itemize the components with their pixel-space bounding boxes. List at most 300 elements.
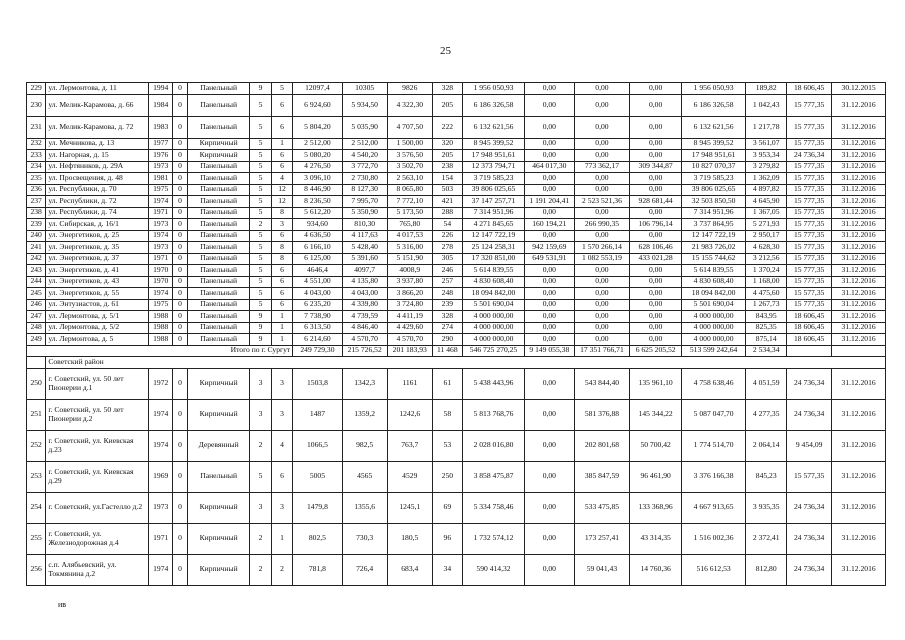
- table-cell: 1975: [149, 184, 173, 196]
- table-cell: 0: [173, 492, 188, 523]
- table-cell: 8 446,90: [293, 184, 342, 196]
- table-cell: 229: [27, 83, 46, 95]
- table-cell: 31.12.2016: [832, 253, 886, 265]
- address-cell: ул. Сибирская, д. 16/1: [46, 219, 149, 231]
- table-cell: 812,80: [746, 554, 787, 585]
- table-cell: 0,00: [574, 173, 630, 185]
- table-cell: 18 606,45: [787, 334, 832, 346]
- table-cell: 15 777,35: [787, 94, 832, 116]
- table-cell: 5: [250, 242, 271, 254]
- table-cell: 4 135,80: [342, 276, 387, 288]
- table-cell: 4 117,63: [342, 230, 387, 242]
- table-cell: 730,3: [342, 523, 387, 554]
- table-row: [27, 207, 886, 219]
- table-cell: 4 276,50: [293, 161, 342, 173]
- table-cell: 31.12.2016: [832, 430, 886, 461]
- table-cell: 15 777,35: [787, 161, 832, 173]
- empty-cell: [27, 357, 46, 369]
- table-row: [27, 322, 886, 334]
- table-cell: 226: [432, 230, 462, 242]
- table-cell: 0: [173, 265, 188, 277]
- table-cell: 5: [250, 288, 271, 300]
- table-cell: 4 570,70: [342, 334, 387, 346]
- table-cell: 32 503 850,50: [681, 196, 745, 208]
- table-cell: 17 948 951,61: [462, 150, 524, 162]
- table-row: [27, 150, 886, 162]
- table-cell: 4 000 000,00: [681, 334, 745, 346]
- table-cell: 15 155 744,62: [681, 253, 745, 265]
- table-cell: 0,00: [630, 150, 682, 162]
- table-cell: 37 147 257,71: [462, 196, 524, 208]
- table-cell: 1 082 553,19: [574, 253, 630, 265]
- table-cell: 7 995,70: [342, 196, 387, 208]
- table-cell: 6: [271, 230, 292, 242]
- table-row: [27, 94, 886, 116]
- table-cell: 8: [271, 207, 292, 219]
- table-cell: 0,00: [630, 288, 682, 300]
- table-cell: 3 719 585,23: [681, 173, 745, 185]
- table-cell: Панельный: [188, 253, 250, 265]
- table-cell: 7 738,90: [293, 311, 342, 323]
- table-cell: 4 000 000,00: [681, 322, 745, 334]
- table-cell: 31.12.2016: [832, 150, 886, 162]
- table-cell: 24 736,34: [787, 523, 832, 554]
- table-cell: 5 173,50: [387, 207, 432, 219]
- table-cell: 4 339,80: [342, 299, 387, 311]
- table-cell: 5005: [293, 461, 342, 492]
- table-cell: 0,00: [574, 299, 630, 311]
- table-cell: 5 501 690,04: [462, 299, 524, 311]
- table-row: [27, 196, 886, 208]
- table-cell: 24 736,34: [787, 150, 832, 162]
- table-cell: 0,00: [525, 334, 574, 346]
- table-cell: 31.12.2016: [832, 461, 886, 492]
- table-cell: 15 777,35: [787, 219, 832, 231]
- table-cell: 4 000 000,00: [681, 311, 745, 323]
- table-cell: 135 961,10: [630, 368, 682, 399]
- table-cell: 248: [27, 322, 46, 334]
- table-cell: 2: [250, 430, 271, 461]
- table-cell: 30.12.2015: [832, 83, 886, 95]
- table-cell: 0,00: [574, 288, 630, 300]
- total-cell: 11 468: [432, 345, 462, 357]
- table-cell: Панельный: [188, 276, 250, 288]
- table-cell: 0,00: [574, 334, 630, 346]
- table-cell: 0,00: [574, 83, 630, 95]
- table-cell: 5: [250, 184, 271, 196]
- total-cell: 201 183,93: [387, 345, 432, 357]
- table-cell: 245: [27, 288, 46, 300]
- table-cell: 15 777,35: [787, 207, 832, 219]
- table-cell: 942 159,69: [525, 242, 574, 254]
- table-cell: 1974: [149, 288, 173, 300]
- table-cell: 15 777,35: [787, 253, 832, 265]
- table-cell: 1 500,00: [387, 138, 432, 150]
- table-cell: 15 577,35: [787, 461, 832, 492]
- table-cell: Панельный: [188, 219, 250, 231]
- table-row: [27, 554, 886, 585]
- table-cell: 96 461,90: [630, 461, 682, 492]
- table-cell: 765,80: [387, 219, 432, 231]
- table-cell: 3: [250, 492, 271, 523]
- table-cell: 1974: [149, 196, 173, 208]
- table-cell: 0,00: [630, 230, 682, 242]
- table-cell: 0,00: [574, 94, 630, 116]
- table-cell: 7 314 951,96: [462, 207, 524, 219]
- table-cell: 3: [271, 492, 292, 523]
- table-cell: 239: [27, 219, 46, 231]
- address-cell: ул. Нефтяников, д. 29А: [46, 161, 149, 173]
- table-cell: 4: [271, 173, 292, 185]
- table-cell: 875,14: [746, 334, 787, 346]
- table-cell: 543 844,40: [574, 368, 630, 399]
- table-cell: 516 612,53: [681, 554, 745, 585]
- table-cell: 6: [271, 299, 292, 311]
- table-cell: 173 257,41: [574, 523, 630, 554]
- table-cell: 5: [250, 276, 271, 288]
- table-cell: 252: [27, 430, 46, 461]
- housing-repair-table: [26, 82, 886, 586]
- table-cell: 8 236,50: [293, 196, 342, 208]
- table-cell: 18 606,45: [787, 83, 832, 95]
- table-cell: 0,00: [525, 150, 574, 162]
- table-cell: 628 106,46: [630, 242, 682, 254]
- table-cell: 4 322,30: [387, 94, 432, 116]
- table-cell: 0,00: [525, 461, 574, 492]
- table-cell: 3 376 166,38: [681, 461, 745, 492]
- total-label: Итого по г. Сургут: [27, 345, 293, 357]
- table-cell: 2 563,10: [387, 173, 432, 185]
- table-cell: Панельный: [188, 311, 250, 323]
- table-cell: 31.12.2016: [832, 138, 886, 150]
- table-cell: Панельный: [188, 83, 250, 95]
- table-cell: 928 681,44: [630, 196, 682, 208]
- table-cell: 257: [432, 276, 462, 288]
- table-cell: 145 344,22: [630, 399, 682, 430]
- table-cell: 5 151,90: [387, 253, 432, 265]
- table-cell: 0,00: [630, 276, 682, 288]
- empty-cell: [787, 345, 832, 357]
- table-row: [27, 173, 886, 185]
- table-cell: 4 017,53: [387, 230, 432, 242]
- table-cell: 5: [250, 173, 271, 185]
- table-cell: 1976: [149, 150, 173, 162]
- table-cell: 3 096,10: [293, 173, 342, 185]
- table-cell: 15 777,35: [787, 173, 832, 185]
- table-cell: 0,00: [525, 554, 574, 585]
- table-cell: 0,00: [525, 368, 574, 399]
- table-cell: 305: [432, 253, 462, 265]
- table-cell: 0: [173, 399, 188, 430]
- total-row: [27, 345, 886, 357]
- table-cell: 8: [271, 242, 292, 254]
- table-cell: 2: [271, 554, 292, 585]
- table-cell: 1971: [149, 207, 173, 219]
- table-row: [27, 368, 886, 399]
- table-cell: 3 719 585,23: [462, 173, 524, 185]
- table-cell: Панельный: [188, 207, 250, 219]
- table-row: [27, 83, 886, 95]
- table-cell: 0: [173, 430, 188, 461]
- table-cell: 0,00: [574, 265, 630, 277]
- table-cell: 1971: [149, 253, 173, 265]
- table-cell: 31.12.2016: [832, 334, 886, 346]
- table-cell: 4 000 000,00: [462, 334, 524, 346]
- table-cell: 2 512,00: [342, 138, 387, 150]
- table-cell: 24 736,34: [787, 554, 832, 585]
- table-cell: 5 804,20: [293, 116, 342, 138]
- table-cell: 31.12.2016: [832, 368, 886, 399]
- table-cell: 12: [271, 184, 292, 196]
- table-cell: 4646,4: [293, 265, 342, 277]
- table-cell: 4008,9: [387, 265, 432, 277]
- table-cell: 5: [250, 461, 271, 492]
- table-cell: 4 897,82: [746, 184, 787, 196]
- table-cell: 0,00: [574, 311, 630, 323]
- table-cell: 3 772,70: [342, 161, 387, 173]
- table-cell: 0,00: [525, 83, 574, 95]
- table-cell: 1 362,09: [746, 173, 787, 185]
- table-cell: 15 777,35: [787, 116, 832, 138]
- table-cell: 982,5: [342, 430, 387, 461]
- address-cell: ул. Республики, д. 70: [46, 184, 149, 196]
- table-cell: 0,00: [525, 94, 574, 116]
- table-cell: 9 454,09: [787, 430, 832, 461]
- table-cell: 2 523 521,36: [574, 196, 630, 208]
- table-cell: 18 606,45: [787, 311, 832, 323]
- table-cell: 3 737 864,95: [681, 219, 745, 231]
- table-cell: Деревянный: [188, 430, 250, 461]
- table-cell: 12 147 722,19: [681, 230, 745, 242]
- table-row: [27, 242, 886, 254]
- table-row: [27, 311, 886, 323]
- table-row: [27, 138, 886, 150]
- table-cell: 5: [250, 150, 271, 162]
- table-cell: 39 806 025,65: [681, 184, 745, 196]
- address-cell: г. Советский, ул.Гастелло д.2: [46, 492, 149, 523]
- table-cell: 6 313,50: [293, 322, 342, 334]
- table-cell: 0: [173, 83, 188, 95]
- table-cell: 6: [271, 461, 292, 492]
- table-cell: 15 777,35: [787, 242, 832, 254]
- table-cell: 0,00: [630, 322, 682, 334]
- address-cell: ул. Лермонтова, д. 5/2: [46, 322, 149, 334]
- table-cell: 4 667 913,65: [681, 492, 745, 523]
- table-cell: 4 000 000,00: [462, 322, 524, 334]
- table-body-total: [27, 345, 886, 368]
- table-row: [27, 299, 886, 311]
- address-cell: ул. Энергетиков, д. 55: [46, 288, 149, 300]
- address-cell: ул. Энтузиастов, д. 61: [46, 299, 149, 311]
- address-cell: ул. Энергетиков, д. 25: [46, 230, 149, 242]
- table-cell: 1975: [149, 299, 173, 311]
- table-cell: Панельный: [188, 242, 250, 254]
- table-cell: 1: [271, 322, 292, 334]
- table-cell: 24 736,34: [787, 368, 832, 399]
- table-cell: 3: [250, 368, 271, 399]
- table-cell: 4 758 638,46: [681, 368, 745, 399]
- table-cell: 0,00: [525, 265, 574, 277]
- table-cell: 6 186 326,58: [681, 94, 745, 116]
- address-cell: ул. Лермонтова, д. 5: [46, 334, 149, 346]
- table-cell: 4 645,90: [746, 196, 787, 208]
- table-cell: 726,4: [342, 554, 387, 585]
- table-cell: 50 700,42: [630, 430, 682, 461]
- table-cell: 240: [27, 230, 46, 242]
- table-cell: 1972: [149, 368, 173, 399]
- table-cell: 3: [271, 219, 292, 231]
- table-cell: 0,00: [574, 276, 630, 288]
- table-cell: 17 320 851,00: [462, 253, 524, 265]
- table-cell: 781,8: [293, 554, 342, 585]
- table-cell: 4 043,00: [293, 288, 342, 300]
- table-cell: 4 830 608,40: [681, 276, 745, 288]
- table-cell: 31.12.2016: [832, 94, 886, 116]
- table-cell: 4 051,59: [746, 368, 787, 399]
- table-cell: 238: [432, 161, 462, 173]
- table-cell: 0,00: [630, 334, 682, 346]
- table-row: [27, 116, 886, 138]
- table-cell: 810,30: [342, 219, 387, 231]
- table-cell: 43 314,35: [630, 523, 682, 554]
- table-cell: 189,82: [746, 83, 787, 95]
- address-cell: ул. Республики, д. 74: [46, 207, 149, 219]
- table-cell: 3 561,07: [746, 138, 787, 150]
- total-cell: 9 149 055,38: [525, 345, 574, 357]
- table-cell: 5: [250, 94, 271, 116]
- table-cell: 232: [27, 138, 46, 150]
- table-cell: 4 475,60: [746, 288, 787, 300]
- table-cell: Панельный: [188, 334, 250, 346]
- table-cell: 4 000 000,00: [462, 311, 524, 323]
- table-row: [27, 253, 886, 265]
- table-cell: 773 362,17: [574, 161, 630, 173]
- table-cell: 5: [250, 230, 271, 242]
- empty-cell: [832, 345, 886, 357]
- table-cell: 309 344,87: [630, 161, 682, 173]
- table-cell: 6 235,20: [293, 299, 342, 311]
- table-cell: 5 271,93: [746, 219, 787, 231]
- table-cell: 2 950,17: [746, 230, 787, 242]
- total-cell: 546 725 270,25: [462, 345, 524, 357]
- table-cell: 0: [173, 253, 188, 265]
- table-cell: 6: [271, 116, 292, 138]
- table-cell: 6 186 326,58: [462, 94, 524, 116]
- table-cell: 1974: [149, 399, 173, 430]
- table-cell: 233: [27, 150, 46, 162]
- table-row: [27, 399, 886, 430]
- table-cell: 0: [173, 299, 188, 311]
- table-cell: 5 350,90: [342, 207, 387, 219]
- table-cell: 241: [27, 242, 46, 254]
- table-cell: 1970: [149, 265, 173, 277]
- address-cell: г. Советский, ул. Киевская д.29: [46, 461, 149, 492]
- table-cell: 243: [27, 265, 46, 277]
- table-cell: 1066,5: [293, 430, 342, 461]
- table-cell: 5 612,20: [293, 207, 342, 219]
- table-cell: 5: [250, 265, 271, 277]
- table-cell: 1974: [149, 554, 173, 585]
- table-cell: 649 531,91: [525, 253, 574, 265]
- table-cell: 0,00: [630, 207, 682, 219]
- table-cell: 1: [271, 334, 292, 346]
- table-cell: 0,00: [630, 116, 682, 138]
- table-cell: 5 438 443,96: [462, 368, 524, 399]
- table-cell: 5 035,90: [342, 116, 387, 138]
- table-cell: Панельный: [188, 94, 250, 116]
- address-cell: ул. Энергетиков, д. 35: [46, 242, 149, 254]
- table-cell: 1973: [149, 219, 173, 231]
- table-cell: 590 414,32: [462, 554, 524, 585]
- table-cell: 1971: [149, 523, 173, 554]
- table-cell: 31.12.2016: [832, 492, 886, 523]
- total-cell: 6 625 205,52: [630, 345, 682, 357]
- table-cell: 1: [271, 138, 292, 150]
- table-cell: 15 577,35: [787, 288, 832, 300]
- table-cell: 236: [27, 184, 46, 196]
- table-cell: 4 570,70: [387, 334, 432, 346]
- table-cell: 31.12.2016: [832, 399, 886, 430]
- table-cell: 4 271 845,65: [462, 219, 524, 231]
- table-cell: 9: [250, 322, 271, 334]
- table-row: [27, 430, 886, 461]
- table-cell: 253: [27, 461, 46, 492]
- table-cell: 421: [432, 196, 462, 208]
- table-cell: 18 094 842,00: [681, 288, 745, 300]
- table-cell: 0,00: [574, 150, 630, 162]
- table-cell: 5 316,00: [387, 242, 432, 254]
- table-cell: 4 846,40: [342, 322, 387, 334]
- table-cell: 0,00: [525, 299, 574, 311]
- table-cell: 0,00: [525, 138, 574, 150]
- table-cell: 69: [432, 492, 462, 523]
- table-cell: 255: [27, 523, 46, 554]
- table-cell: 6: [271, 150, 292, 162]
- table-cell: 231: [27, 116, 46, 138]
- table-cell: 1503,8: [293, 368, 342, 399]
- table-cell: 250: [27, 368, 46, 399]
- table-cell: 1983: [149, 116, 173, 138]
- table-cell: Панельный: [188, 461, 250, 492]
- table-cell: Панельный: [188, 299, 250, 311]
- table-cell: 9: [250, 311, 271, 323]
- table-row: [27, 276, 886, 288]
- table-cell: 205: [432, 94, 462, 116]
- table-cell: 10305: [342, 83, 387, 95]
- table-cell: 433 021,28: [630, 253, 682, 265]
- table-cell: 2 730,80: [342, 173, 387, 185]
- table-cell: 763,7: [387, 430, 432, 461]
- address-cell: ул. Энергетиков, д. 43: [46, 276, 149, 288]
- table-cell: 4 540,20: [342, 150, 387, 162]
- table-cell: 7 772,10: [387, 196, 432, 208]
- table-cell: 14 760,36: [630, 554, 682, 585]
- table-row: [27, 492, 886, 523]
- table-cell: 1973: [149, 242, 173, 254]
- table-cell: 0: [173, 184, 188, 196]
- table-cell: 18 606,45: [787, 322, 832, 334]
- table-cell: 31.12.2016: [832, 554, 886, 585]
- table-cell: 254: [27, 492, 46, 523]
- table-cell: 237: [27, 196, 46, 208]
- table-cell: 464 017,30: [525, 161, 574, 173]
- district-row: [27, 357, 886, 369]
- table-cell: 2 064,14: [746, 430, 787, 461]
- table-cell: 3: [271, 368, 292, 399]
- table-cell: 0,00: [630, 265, 682, 277]
- table-cell: 845,23: [746, 461, 787, 492]
- table-cell: 96: [432, 523, 462, 554]
